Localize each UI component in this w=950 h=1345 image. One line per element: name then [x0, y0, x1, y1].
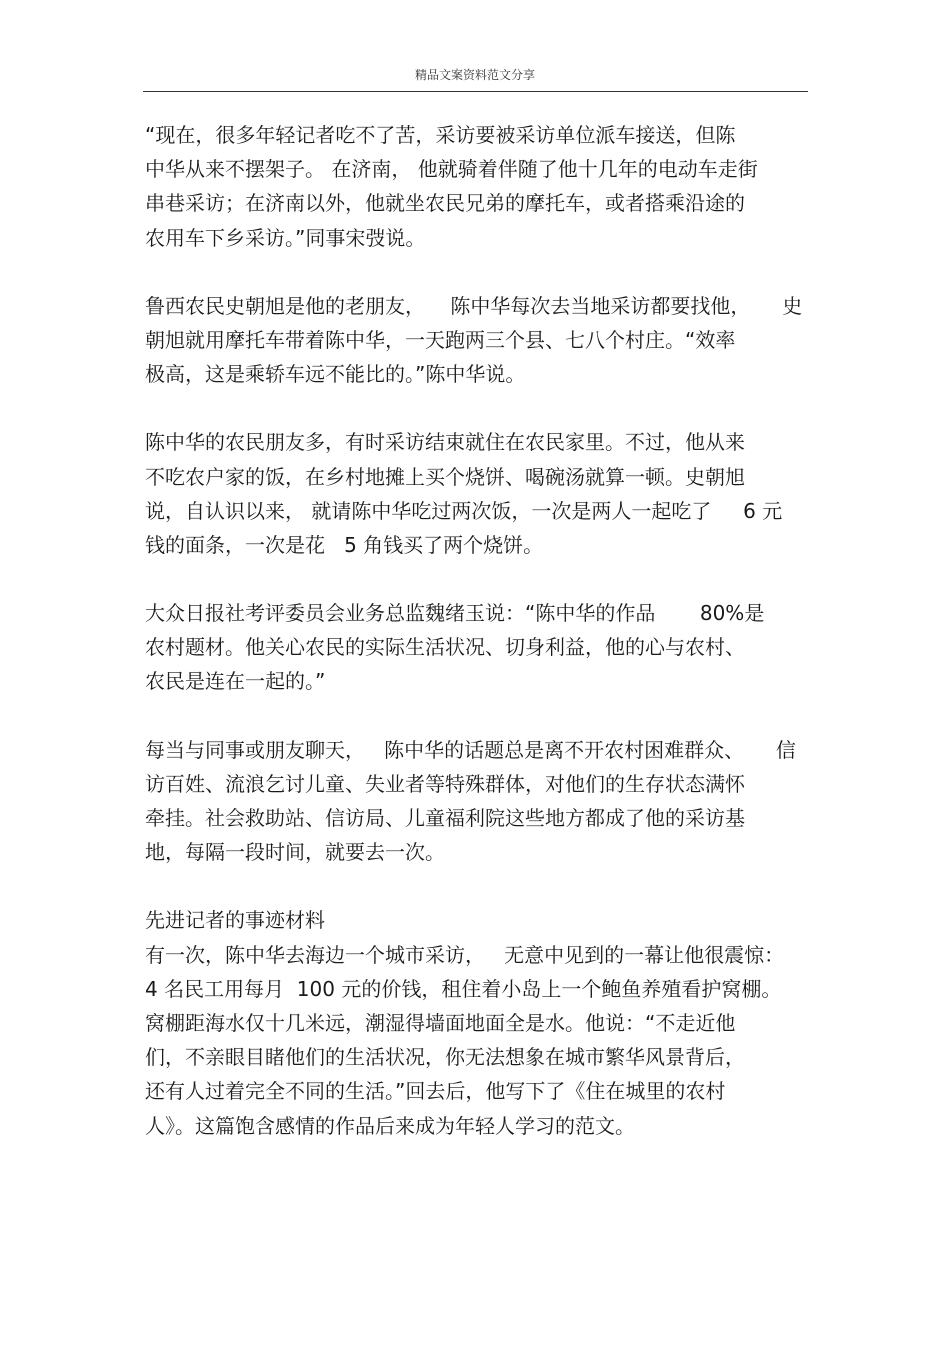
- paragraph-line: 牵挂。社会救助站、信访局、儿童福利院这些地方都成了他的采访基: [145, 806, 745, 830]
- paragraph-line: 人》。这篇饱含感情的作品后来成为年轻人学习的范文。: [145, 1113, 635, 1138]
- paragraph-line: 4 名民工用每月 100 元的价钱，租住着小岛上一个鲍鱼养殖看护窝棚。: [145, 976, 782, 1001]
- paragraph-line: 串巷采访；在济南以外，他就坐农民兄弟的摩托车，或者搭乘沿途的: [145, 191, 745, 216]
- paragraph-line: 陈中华的农民朋友多，有时采访结束就住在农民家里。不过，他从来: [145, 430, 745, 455]
- paragraph-line: 中华从来不摆架子。 在济南， 他就骑着伴随了他十几年的电动车走街: [145, 157, 758, 182]
- paragraph-2: [145, 289, 810, 392]
- paragraph-line: 访百姓、流浪乞讨儿童、失业者等特殊群体，对他们的生存状态满怀: [145, 771, 745, 796]
- paragraph-line: 不吃农户家的饭，在乡村地摊上买个烧饼、喝碗汤就算一顿。史朝旭: [145, 464, 745, 489]
- paragraph-line: 极高，这是乘轿车远不能比的。”陈中华说。: [145, 362, 526, 387]
- header-divider: [143, 91, 808, 92]
- paragraph-line: 钱的面条，一次是花 5 角钱买了两个烧饼。: [145, 532, 544, 557]
- paragraph-line: 农村题材。他关心农民的实际生活状况、切身利益，他的心与农村、: [145, 635, 745, 660]
- paragraph-line: 大众日报社考评委员会业务总监魏绪玉说：“陈中华的作品 80%是: [145, 601, 765, 626]
- paragraph-line: 鲁西农民史朝旭是他的老朋友， 陈中华每次去当地采访都要找他， 史: [145, 293, 803, 318]
- paragraph-line: 们，不亲眼目睹他们的生活状况，你无法想象在城市繁华风景背后，: [145, 1045, 745, 1070]
- page-header-title: 精品文案资料范文分享: [414, 68, 535, 82]
- paragraph-line: 农用车下乡采访。”同事宋弢说。: [145, 225, 426, 250]
- paragraph-line: 窝棚距海水仅十几米远，潮湿得墙面地面全是水。他说：“不走近他: [145, 1010, 736, 1035]
- paragraph-line: “现在，很多年轻记者吃不了苦，采访要被采访单位派车接送，但陈: [145, 123, 736, 147]
- paragraph-line: 说，自认识以来， 就请陈中华吃过两次饭，一次是两人一起吃了 6 元: [145, 498, 783, 523]
- section-heading: 先进记者的事迹材料: [145, 908, 325, 933]
- paragraph-line: 朝旭就用摩托车带着陈中华，一天跑两三个县、七八个村庄。“效率: [145, 327, 736, 352]
- paragraph-5: [145, 733, 810, 870]
- paragraph-1: [145, 118, 810, 255]
- paragraph-line: 农民是连在一起的。”: [145, 669, 326, 694]
- paragraph-4: [145, 596, 810, 699]
- paragraph-line: 地，每隔一段时间，就要去一次。: [145, 840, 445, 865]
- paragraph-3: [145, 425, 810, 562]
- document-body: [145, 118, 810, 1143]
- paragraph-line: 每当与同事或朋友聊天， 陈中华的话题总是离不开农村困难群众、 信: [145, 737, 796, 762]
- paragraph-line: 还有人过着完全不同的生活。”回去后，他写下了《住在城里的农村: [145, 1079, 726, 1104]
- section-block: [145, 903, 810, 1142]
- paragraph-line: 有一次，陈中华去海边一个城市采访， 无意中见到的一幕让他很震惊：: [145, 942, 785, 967]
